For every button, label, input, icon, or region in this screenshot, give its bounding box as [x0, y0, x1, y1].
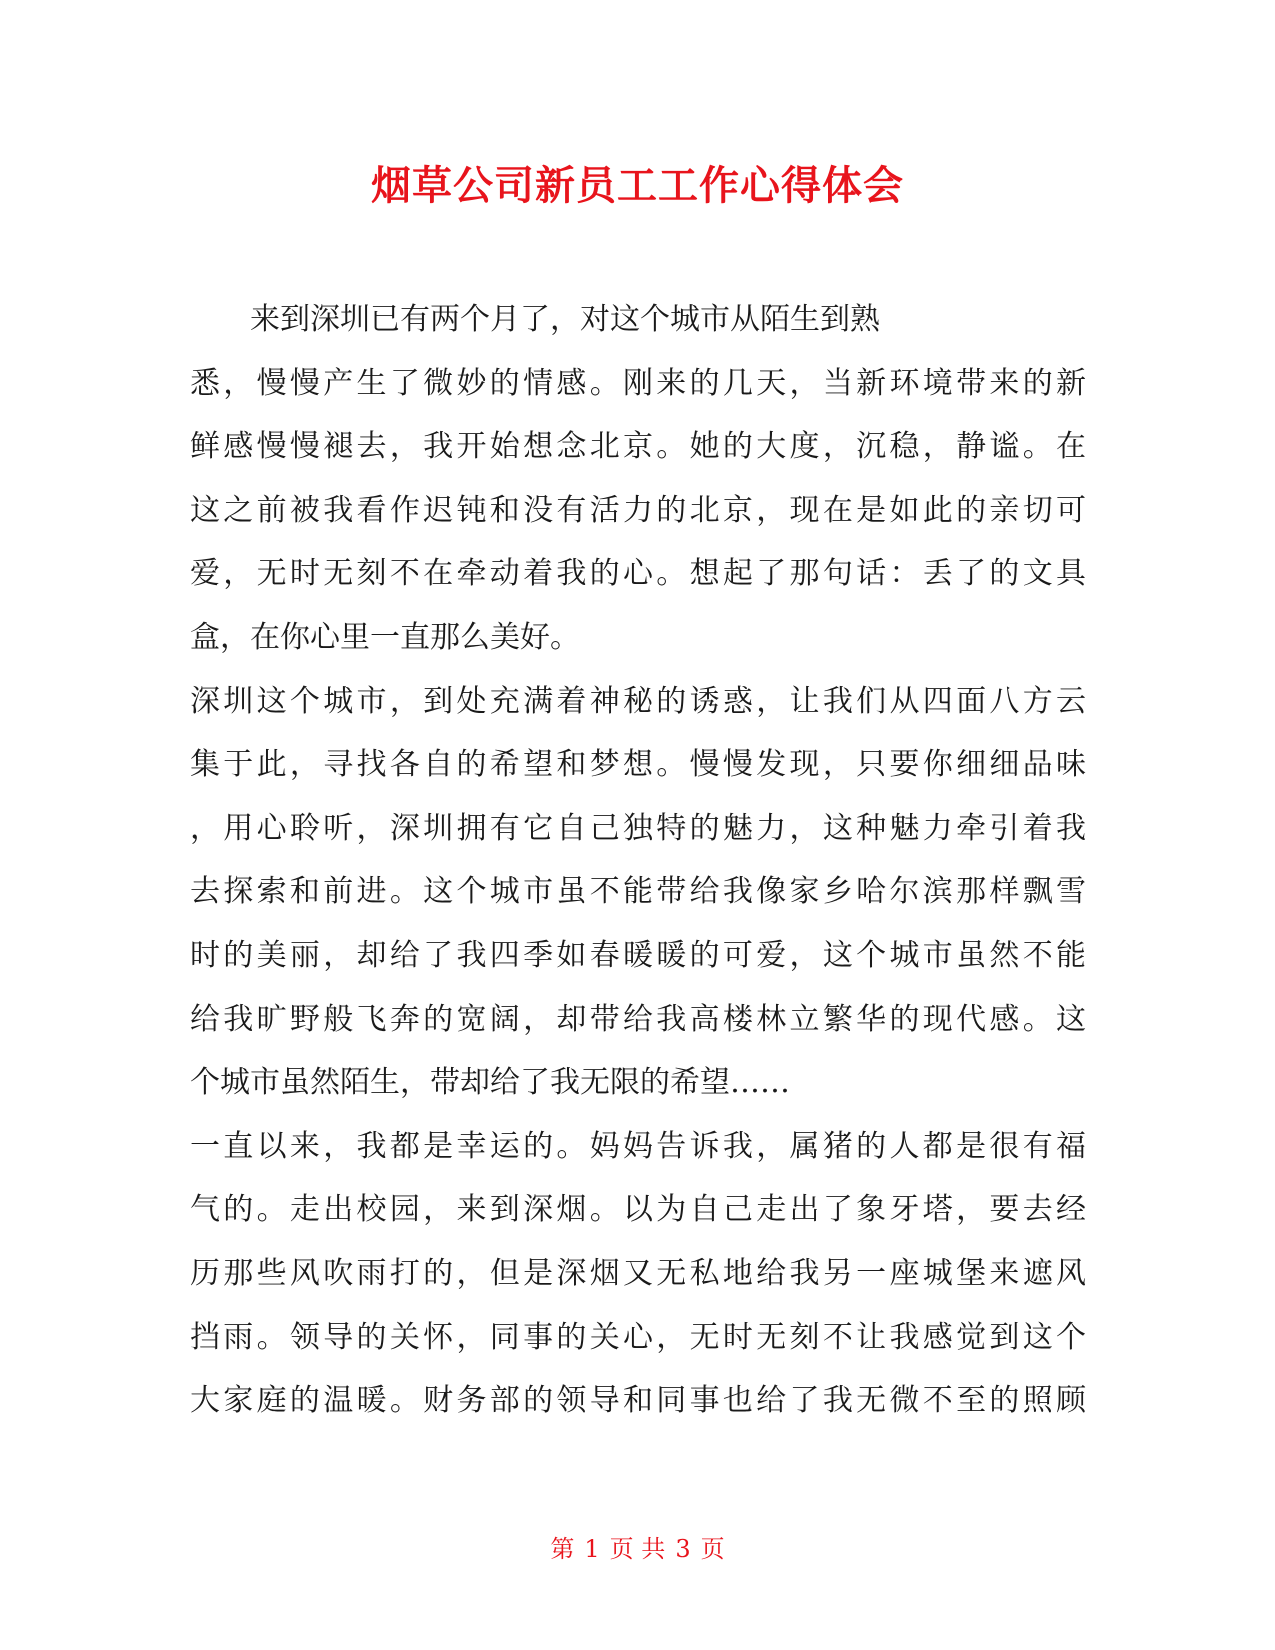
paragraph-line: 气的。走出校园，来到深烟。以为自己走出了象牙塔，要去经	[190, 1192, 1086, 1228]
paragraph-line: 深圳这个城市，到处充满着神秘的诱惑，让我们从四面八方云	[190, 683, 1086, 719]
paragraph-line: 时的美丽，却给了我四季如春暖暖的可爱，这个城市虽然不能	[190, 937, 1086, 973]
paragraph-line: 历那些风吹雨打的，但是深烟又无私地给我另一座城堡来遮风	[190, 1255, 1086, 1291]
page-label-prefix: 第	[550, 1535, 575, 1563]
paragraph-line: 盒，在你心里一直那么美好。	[190, 619, 580, 655]
paragraph-line: 个城市虽然陌生，带却给了我无限的希望……	[190, 1065, 790, 1101]
page-footer	[0, 1532, 1275, 1566]
total-pages-number: 3	[675, 1535, 691, 1563]
paragraph-line: 来到深圳已有两个月了，对这个城市从陌生到熟	[250, 302, 880, 337]
paragraph-line: ，用心聆听，深圳拥有它自己独特的魅力，这种魅力牵引着我	[190, 810, 1086, 846]
page-label-middle: 页 共	[609, 1535, 666, 1563]
document-body	[190, 288, 1086, 1433]
paragraph-line: 挡雨。领导的关怀，同事的关心，无时无刻不让我感觉到这个	[190, 1319, 1086, 1355]
document-title: 烟草公司新员工工作心得体会	[371, 163, 904, 209]
paragraph-line: 给我旷野般飞奔的宽阔，却带给我高楼林立繁华的现代感。这	[190, 1001, 1086, 1037]
paragraph-line: 爱，无时无刻不在牵动着我的心。想起了那句话：丢了的文具	[190, 556, 1086, 592]
paragraph-line: 大家庭的温暖。财务部的领导和同事也给了我无微不至的照顾	[190, 1383, 1086, 1419]
current-page-number: 1	[584, 1535, 600, 1563]
paragraph-line: 一直以来，我都是幸运的。妈妈告诉我，属猪的人都是很有福	[190, 1128, 1086, 1164]
page-label-suffix: 页	[700, 1535, 725, 1563]
paragraph-line: 悉，慢慢产生了微妙的情感。刚来的几天，当新环境带来的新	[190, 365, 1086, 401]
paragraph-line: 鲜感慢慢褪去，我开始想念北京。她的大度，沉稳，静谧。在	[190, 429, 1086, 465]
paragraph-line: 去探索和前进。这个城市虽不能带给我像家乡哈尔滨那样飘雪	[190, 874, 1086, 910]
paragraph-line: 集于此，寻找各自的希望和梦想。慢慢发现，只要你细细品味	[190, 747, 1086, 783]
paragraph-line: 这之前被我看作迟钝和没有活力的北京，现在是如此的亲切可	[190, 492, 1086, 528]
